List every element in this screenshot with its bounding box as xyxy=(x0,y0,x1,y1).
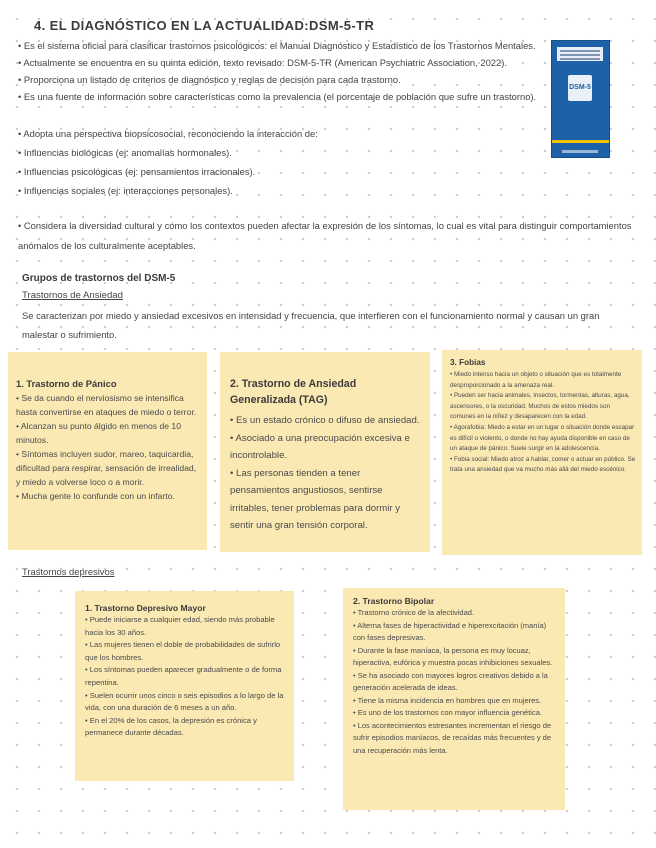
gad-title: 2. Trastorno de Ansiedad Generalizada (TAG) xyxy=(230,378,357,406)
major-depressive-item: • Suelen ocurrir unos cinco o seis episodios a lo largo de la vida, con una duración de 6 meses a un año. xyxy=(85,690,284,713)
intro-item: • Es el sistema oficial para clasificar trastornos psicológicos: el Manual Diagnóstico y Estadístico de los Trastornos Mentales. xyxy=(18,40,536,51)
gad-item: • Asociado a una preocupación excesiva e incontrolable. xyxy=(230,432,410,461)
panic-item: • Mucha gente lo confunde con un infarto. xyxy=(16,491,175,501)
phobias-item: • Pueden ser hacia animales, insectos, tormentas, alturas, agua, ascensores, o la oscuridad. Muchos de estos miedos son comunes en la niñez y desaparecen con la edad. xyxy=(450,392,630,421)
major-depressive-item: • Las mujeres tienen el doble de probabilidades de sufrirlo que los hombres. xyxy=(85,640,281,662)
anxiety-subtitle: Trastornos de Ansiedad xyxy=(22,290,123,301)
bipolar-item: • Se ha asociado con mayores logros creativos debido a la generación acelerada de ideas. xyxy=(353,670,548,692)
panic-item: • Síntomas incluyen sudor, mareo, taquicardia, dificultad para respirar, sensación de irrealidad, y miedo a volverse loco o a morir. xyxy=(16,449,197,487)
bipolar-item: • Trastorno crónico de la afectividad. xyxy=(353,608,475,617)
phobias-item: • Miedo intenso hacia un objeto o situación que es totalmente desproporcionado a la amenaza real. xyxy=(450,371,622,389)
bipolar-item: • Alterna fases de hiperactividad e hiperexcitación (manía) con fases depresivas. xyxy=(353,620,547,642)
diversity-paragraph: • Considera la diversidad cultural y cómo los contextos pueden afectar la expresión de los síntomas, lo cual es vital para distinguir comportamientos anómalos de los culturalmente aceptables. xyxy=(18,220,632,251)
book-stripe xyxy=(552,140,609,143)
perspective-list xyxy=(18,127,318,203)
bipolar-note xyxy=(343,588,565,810)
anxiety-description: Se caracterizan por miedo y ansiedad excesivos en intensidad y frecuencia, que interfieren con el funcionamiento normal y causan un gran malestar o sufrimiento. xyxy=(22,310,600,340)
phobias-title: 3. Fobias xyxy=(450,358,486,367)
panic-item: • Se da cuando el nerviosismo se intensifica hasta convertirse en ataques de miedo o terror. xyxy=(16,393,197,417)
major-depressive-item: • Puede iniciarse a cualquier edad, siendo más probable hacia los 30 años. xyxy=(85,615,275,637)
bipolar-item: • Durante la fase maníaca, la persona es muy locuaz, hiperactiva, eufórica y muestra pocas inhibiciones sexuales. xyxy=(353,645,553,667)
major-depressive-title: 1. Trastorno Depresivo Mayor xyxy=(85,603,206,613)
perspective-item: • Influencias sociales (ej: interacciones personales). xyxy=(18,185,233,196)
bipolar-title: 2. Trastorno Bipolar xyxy=(353,596,435,606)
gad-item: • Las personas tienden a tener pensamientos angustiosos, sentirse irritables, tener problemas para dormir y sentir una gran tensión corporal. xyxy=(230,467,401,531)
major-depressive-item: • Los síntomas pueden aparecer gradualmente o de forma repentina. xyxy=(85,665,282,687)
panic-disorder-note xyxy=(8,352,207,550)
perspective-item: • Influencias psicológicas (ej: pensamientos irracionales). xyxy=(18,166,256,177)
panic-item: • Alcanzan su punto álgido en menos de 10 minutos. xyxy=(16,421,181,445)
book-header xyxy=(557,47,603,61)
gad-note xyxy=(220,352,430,552)
phobias-item: • Agorafobia: Miedo a estar en un lugar o situación donde escapar es difícil o violento, o donde no hay ayuda disponible en caso de un ataque de pánico. Suele surgir en la adolescencia. xyxy=(450,423,635,453)
page-title: 4. EL DIAGNÓSTICO EN LA ACTUALIDAD:DSM-5-TR xyxy=(34,18,375,33)
book-footer xyxy=(562,150,598,153)
intro-item: • Actualmente se encuentra en su quinta edición, texto revisado: DSM-5-TR (American Psychiatric Association, 2022). xyxy=(18,57,507,68)
perspective-item: • Adopta una perspectiva biopsicosocial, reconociendo la interacción de: xyxy=(18,128,318,139)
book-logo: DSM-5 xyxy=(568,75,592,101)
intro-item: • Proporciona un listado de criterios de diagnóstico y reglas de decisión para cada trastorno. xyxy=(18,74,401,85)
intro-list xyxy=(18,39,536,107)
phobias-note xyxy=(442,350,642,555)
depressive-subtitle: Trastornos depresivos xyxy=(22,566,115,577)
major-depressive-note xyxy=(75,591,294,781)
phobias-item: • Fobia social: Miedo atroz a hablar, comer o actuar en público. Se trata una ansiedad que va mucho más allá del miedo escénico. xyxy=(450,455,636,474)
bipolar-item: • Tiene la misma incidencia en hombres que en mujeres. xyxy=(353,695,542,705)
intro-item: • Es una fuente de información sobre características como la prevalencia (el porcentaje de población que sufre un trastorno). xyxy=(18,91,537,102)
groups-heading: Grupos de trastornos del DSM-5 xyxy=(22,273,176,284)
bipolar-item: • Es uno de los trastornos con mayor influencia genética. xyxy=(353,708,542,717)
panic-title: 1. Trastorno de Pánico xyxy=(16,378,117,389)
bipolar-item: • Los acontecimientos estresantes incrementan el riesgo de sufrir episodios maníacos, de recaídas más frecuentes y de una recuperación más lenta. xyxy=(353,720,552,755)
perspective-item: • Influencias biológicas (ej: anomalías hormonales). xyxy=(18,147,232,158)
major-depressive-item: • En el 20% de los casos, la depresión es crónica y permanece durante décadas. xyxy=(85,715,257,738)
dsm5-book-cover-image xyxy=(551,40,610,158)
gad-item: • Es un estado crónico o difuso de ansiedad. xyxy=(230,415,420,426)
